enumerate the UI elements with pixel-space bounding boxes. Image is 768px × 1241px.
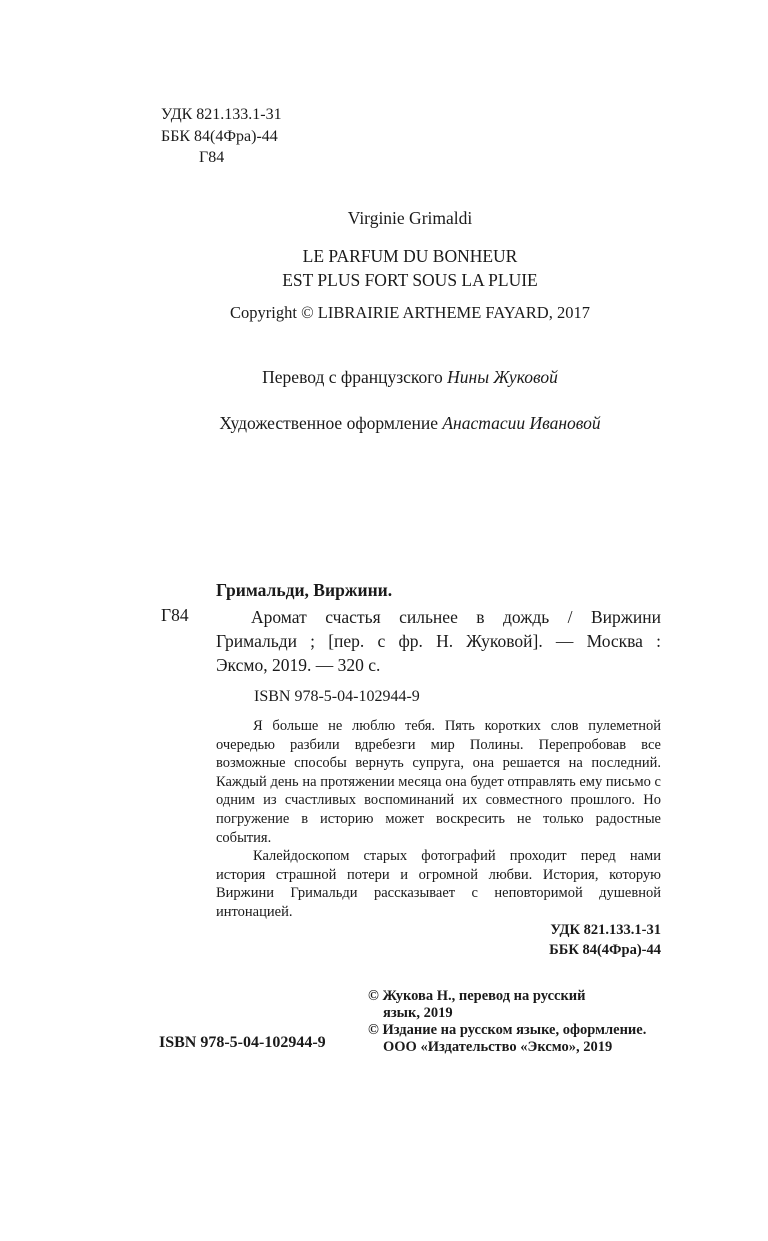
edition-copyright-line-2: ООО «Издательство «Эксмо», 2019 [383, 1039, 613, 1055]
right-bbk-code: ББК 84(4Фра)-44 [549, 941, 661, 958]
bib-isbn: ISBN 978-5-04-102944-9 [254, 688, 420, 705]
original-copyright: Copyright © LIBRAIRIE ARTHEME FAYARD, 2017 [230, 303, 590, 322]
right-udk-code: УДК 821.133.1-31 [550, 922, 661, 938]
original-title [0, 244, 768, 292]
bib-author-mark: Г84 [161, 605, 189, 625]
bib-line-2: Гримальди ; [пер. с фр. Н. Жуковой]. — Москва : [216, 631, 661, 651]
annotation-paragraph-2: Калейдоскопом старых фотографий проходит перед нами история страшной потери и огромной любви. История, которую Виржини Гримальди рассказывает с неповторимой душевной интонацией. [216, 848, 661, 920]
edition-copyright-line-1: © Издание на русском языке, оформление. [368, 1022, 647, 1038]
annotation-paragraph-1: Я больше не люблю тебя. Пять коротких слов пулеметной очередью разбили вдребезги мир Полины. Перепробовав все возможные способы вернуть супруга, она решается на последний. Каждый день на протяжении месяца она будет отправлять ему письмо с одним из счастливых воспоминаний их совместного прошлого. Но погружение в историю может воскресить не только радостные события. [216, 718, 661, 846]
translation-prefix: Перевод с французского [262, 367, 443, 387]
original-title-line-2: EST PLUS FORT SOUS LA PLUIE [282, 270, 538, 290]
bib-line-1: Аромат счастья сильнее в дождь / Виржини [251, 607, 661, 627]
original-author: Virginie Grimaldi [347, 208, 473, 228]
translation-credit [0, 367, 768, 388]
bib-line-3: Эксмо, 2019. — 320 с. [216, 655, 381, 675]
original-title-line-1: LE PARFUM DU BONHEUR [302, 246, 518, 266]
design-prefix: Художественное оформление [219, 413, 438, 433]
designer-name: Анастасии Ивановой [442, 413, 601, 433]
footer-isbn: ISBN 978-5-04-102944-9 [159, 1034, 326, 1051]
translation-copyright-line-2: язык, 2019 [383, 1005, 453, 1021]
bib-description [216, 605, 661, 677]
bbk-code: ББК 84(4Фра)-44 [161, 128, 278, 145]
translator-name: Нины Жуковой [447, 367, 558, 387]
bib-author-heading: Гримальди, Виржини. [216, 580, 393, 600]
design-credit [0, 413, 768, 434]
right-classification [549, 921, 661, 960]
translation-copyright-line-1: © Жукова Н., перевод на русский [368, 988, 586, 1004]
udk-code: УДК 821.133.1-31 [161, 106, 282, 123]
author-mark: Г84 [199, 149, 225, 166]
annotation [216, 717, 661, 922]
copyright-notes [368, 988, 646, 1056]
